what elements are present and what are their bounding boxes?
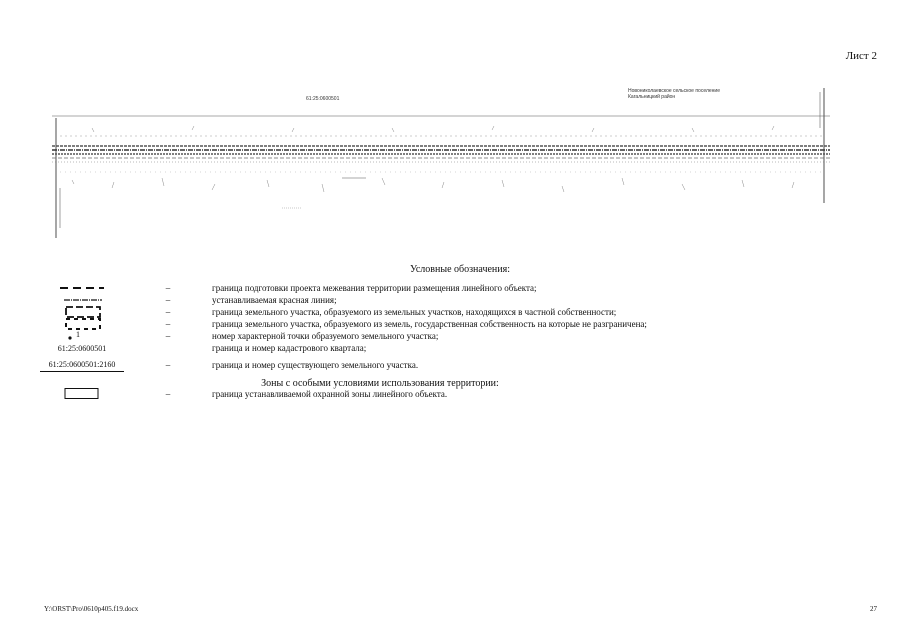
legend-symbol-label: 61:25:0600501:2160 (48, 360, 116, 369)
legend-item (40, 358, 418, 372)
legend-text: граница и номер существующего земельного участка. (212, 360, 419, 370)
settlement-label-1: Новониколаевское сельское поселение (628, 88, 720, 94)
legend-dash: – (165, 319, 171, 329)
zones-title: Зоны с особыми условиями использования территории: (261, 378, 499, 389)
footer-file-path: Y:\ORST\Pro\0610p405.f19.docx (44, 605, 139, 613)
legend-text: устанавливаемая красная линия; (212, 295, 337, 305)
cadastral-map (52, 88, 832, 248)
legend-text: граница подготовки проекта межевания территории размещения линейного объекта; (212, 283, 537, 293)
legend-dash: – (165, 283, 171, 293)
legend-text: граница земельного участка, образуемого из земель, государственная собственность на которые не разграничена; (212, 319, 647, 329)
legend-text: граница устанавливаемой охранной зоны линейного объекта. (212, 389, 448, 399)
legend-title: Условные обозначения: (409, 264, 510, 275)
legend-symbol-existing-parcel (40, 359, 124, 372)
legend-symbol-cadastral-quarter (40, 341, 124, 355)
legend-dash: – (165, 360, 171, 370)
legend-symbol-protection-zone (40, 387, 124, 401)
legend-text: граница земельного участка, образуемого из земельных участков, находящихся в частной собственности; (212, 307, 617, 317)
page-number: 27 (870, 605, 877, 613)
settlement-label-2: Кагальницкий район (628, 94, 676, 100)
map-drawing (52, 88, 832, 248)
legend-symbol-label: 1 (76, 330, 80, 339)
legend-dash: – (165, 307, 171, 317)
legend-item (40, 341, 366, 355)
quarter-label: 61:25:0600501 (306, 96, 340, 102)
legend-dash: – (165, 331, 171, 341)
legend-dash: – (165, 295, 171, 305)
legend-text: номер характерной точки образуемого земельного участка; (212, 331, 439, 341)
legend-dash: – (165, 389, 171, 399)
legend-item (40, 387, 447, 401)
legend-symbol-label: 61:25:0600501 (57, 343, 107, 353)
legend-text: граница и номер кадастрового квартала; (212, 343, 367, 353)
sheet-label: Лист 2 (845, 50, 877, 62)
